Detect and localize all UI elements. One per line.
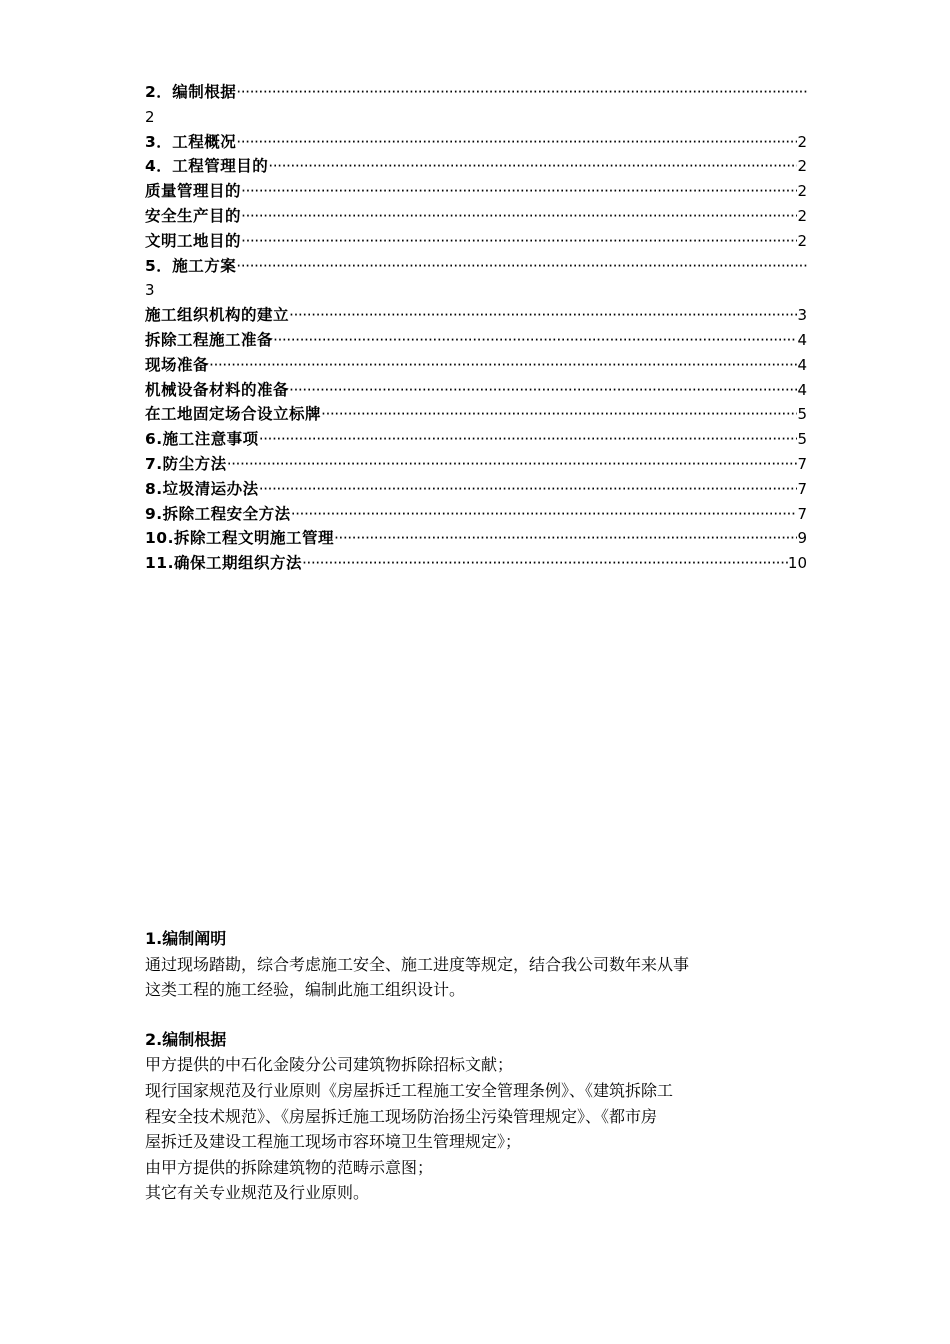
toc-leader-dots bbox=[236, 80, 807, 105]
toc-leader-dots bbox=[241, 179, 797, 204]
toc-entry-page-number: 2 bbox=[797, 231, 807, 250]
toc-leader-dots bbox=[259, 427, 798, 452]
paragraph-line: 屋拆迁及建设工程施工现场市容环境卫生管理规定》； bbox=[145, 1132, 522, 1152]
toc-leader-dots bbox=[289, 303, 797, 328]
toc-entry-title: 在工地固定场合设立标牌 bbox=[145, 405, 322, 424]
toc-leader-dots bbox=[268, 154, 797, 179]
toc-leader-dots bbox=[321, 402, 797, 427]
section-heading-2: 2.编制根据 bbox=[145, 1029, 227, 1049]
table-of-contents bbox=[145, 80, 807, 576]
toc-entry-page-number: 9 bbox=[797, 529, 807, 548]
toc-entry-title: 安全生产目的 bbox=[145, 206, 242, 225]
toc-entry[interactable] bbox=[145, 378, 807, 403]
toc-entry-title: 2．编制根据 bbox=[145, 83, 237, 101]
toc-entry-page-number: 7 bbox=[797, 479, 807, 498]
toc-entry-page-number: 10 bbox=[787, 554, 807, 573]
document-body bbox=[145, 926, 807, 1206]
toc-entry-page-number: 3 bbox=[797, 306, 807, 325]
toc-entry-title: 5．施工方案 bbox=[145, 256, 237, 275]
toc-entry[interactable] bbox=[145, 179, 807, 204]
toc-entry-title: 9.拆除工程安全方法 bbox=[145, 504, 291, 523]
paragraph-line: 现行国家规范及行业原则《房屋拆迁工程施工安全管理条例》、《建筑拆除工 bbox=[145, 1080, 674, 1100]
toc-leader-dots bbox=[241, 229, 797, 254]
toc-entry[interactable] bbox=[145, 130, 807, 155]
toc-entry-page-number: 2 bbox=[797, 157, 807, 176]
toc-leader-dots bbox=[334, 526, 797, 551]
paragraph-line: 通过现场踏勘，综合考虑施工安全、施工进度等规定，结合我公司数年来从事 bbox=[145, 954, 690, 974]
toc-entry-page-number: 2 bbox=[797, 206, 807, 225]
toc-entry-title: 机械设备材料的准备 bbox=[145, 380, 290, 399]
toc-entry-title: 4．工程管理目的 bbox=[145, 157, 269, 176]
toc-entry[interactable] bbox=[145, 254, 807, 279]
toc-entry-page-number: 2 bbox=[797, 132, 807, 151]
toc-entry-title: 11.确保工期组织方法 bbox=[145, 554, 302, 573]
toc-leader-dots bbox=[236, 130, 797, 155]
toc-entry-title: 10.拆除工程文明施工管理 bbox=[145, 529, 334, 548]
toc-entry-title: 文明工地目的 bbox=[145, 231, 242, 250]
toc-entry[interactable] bbox=[145, 427, 807, 452]
toc-leader-dots bbox=[241, 204, 797, 229]
toc-entry-page-number: 4 bbox=[797, 330, 807, 349]
toc-leader-dots bbox=[273, 328, 797, 353]
toc-entry-title: 质量管理目的 bbox=[145, 182, 242, 201]
toc-entry-page-number: 5 bbox=[797, 430, 807, 449]
toc-leader-dots bbox=[227, 452, 798, 477]
toc-entry[interactable] bbox=[145, 526, 807, 551]
toc-entry[interactable] bbox=[145, 80, 807, 105]
toc-entry[interactable] bbox=[145, 551, 807, 576]
toc-leader-dots bbox=[259, 477, 798, 502]
paragraph-line: 其它有关专业规范及行业原则。 bbox=[145, 1183, 370, 1203]
section-heading-1: 1.编制阐明 bbox=[145, 929, 227, 948]
paragraph-line: 甲方提供的中石化金陵分公司建筑物拆除招标文献； bbox=[145, 1055, 514, 1075]
paragraph-line: 程安全技术规范》、《房屋拆迁施工现场防治扬尘污染管理规定》、《都市房 bbox=[145, 1106, 658, 1126]
toc-entry-page-number: 5 bbox=[797, 405, 807, 424]
toc-entry[interactable] bbox=[145, 402, 807, 427]
toc-entry[interactable] bbox=[145, 353, 807, 378]
toc-entry[interactable] bbox=[145, 204, 807, 229]
toc-entry-title: 6.施工注意事项 bbox=[145, 430, 259, 449]
toc-entry-page-number: 2 bbox=[797, 182, 807, 201]
toc-entry[interactable] bbox=[145, 502, 807, 527]
toc-entry[interactable] bbox=[145, 154, 807, 179]
toc-entry-page-number: 7 bbox=[797, 454, 807, 473]
toc-entry-page-number: 2 bbox=[145, 107, 155, 126]
toc-entry-page-number: 3 bbox=[145, 281, 155, 300]
toc-entry-title: 8.垃圾清运办法 bbox=[145, 479, 259, 498]
toc-entry-page-number: 7 bbox=[797, 504, 807, 523]
toc-entry[interactable] bbox=[145, 477, 807, 502]
toc-leader-dots bbox=[291, 502, 798, 527]
toc-entry-title: 现场准备 bbox=[145, 355, 210, 374]
paragraph-line: 由甲方提供的拆除建筑物的范畴示意图； bbox=[145, 1157, 434, 1177]
toc-leader-dots bbox=[302, 551, 788, 576]
paragraph-line: 这类工程的施工经验，编制此施工组织设计。 bbox=[145, 980, 466, 1000]
toc-entry-title: 施工组织机构的建立 bbox=[145, 306, 290, 325]
toc-leader-dots bbox=[209, 353, 797, 378]
toc-entry-page-number: 4 bbox=[797, 355, 807, 374]
toc-entry[interactable] bbox=[145, 229, 807, 254]
toc-entry[interactable] bbox=[145, 452, 807, 477]
toc-entry-title: 7.防尘方法 bbox=[145, 454, 227, 473]
toc-entry[interactable] bbox=[145, 328, 807, 353]
toc-entry-page-number: 4 bbox=[797, 380, 807, 399]
toc-leader-dots bbox=[236, 254, 807, 279]
toc-entry[interactable] bbox=[145, 303, 807, 328]
toc-entry-title: 3．工程概况 bbox=[145, 132, 237, 151]
toc-leader-dots bbox=[289, 378, 797, 403]
toc-entry-title: 拆除工程施工准备 bbox=[145, 330, 274, 349]
